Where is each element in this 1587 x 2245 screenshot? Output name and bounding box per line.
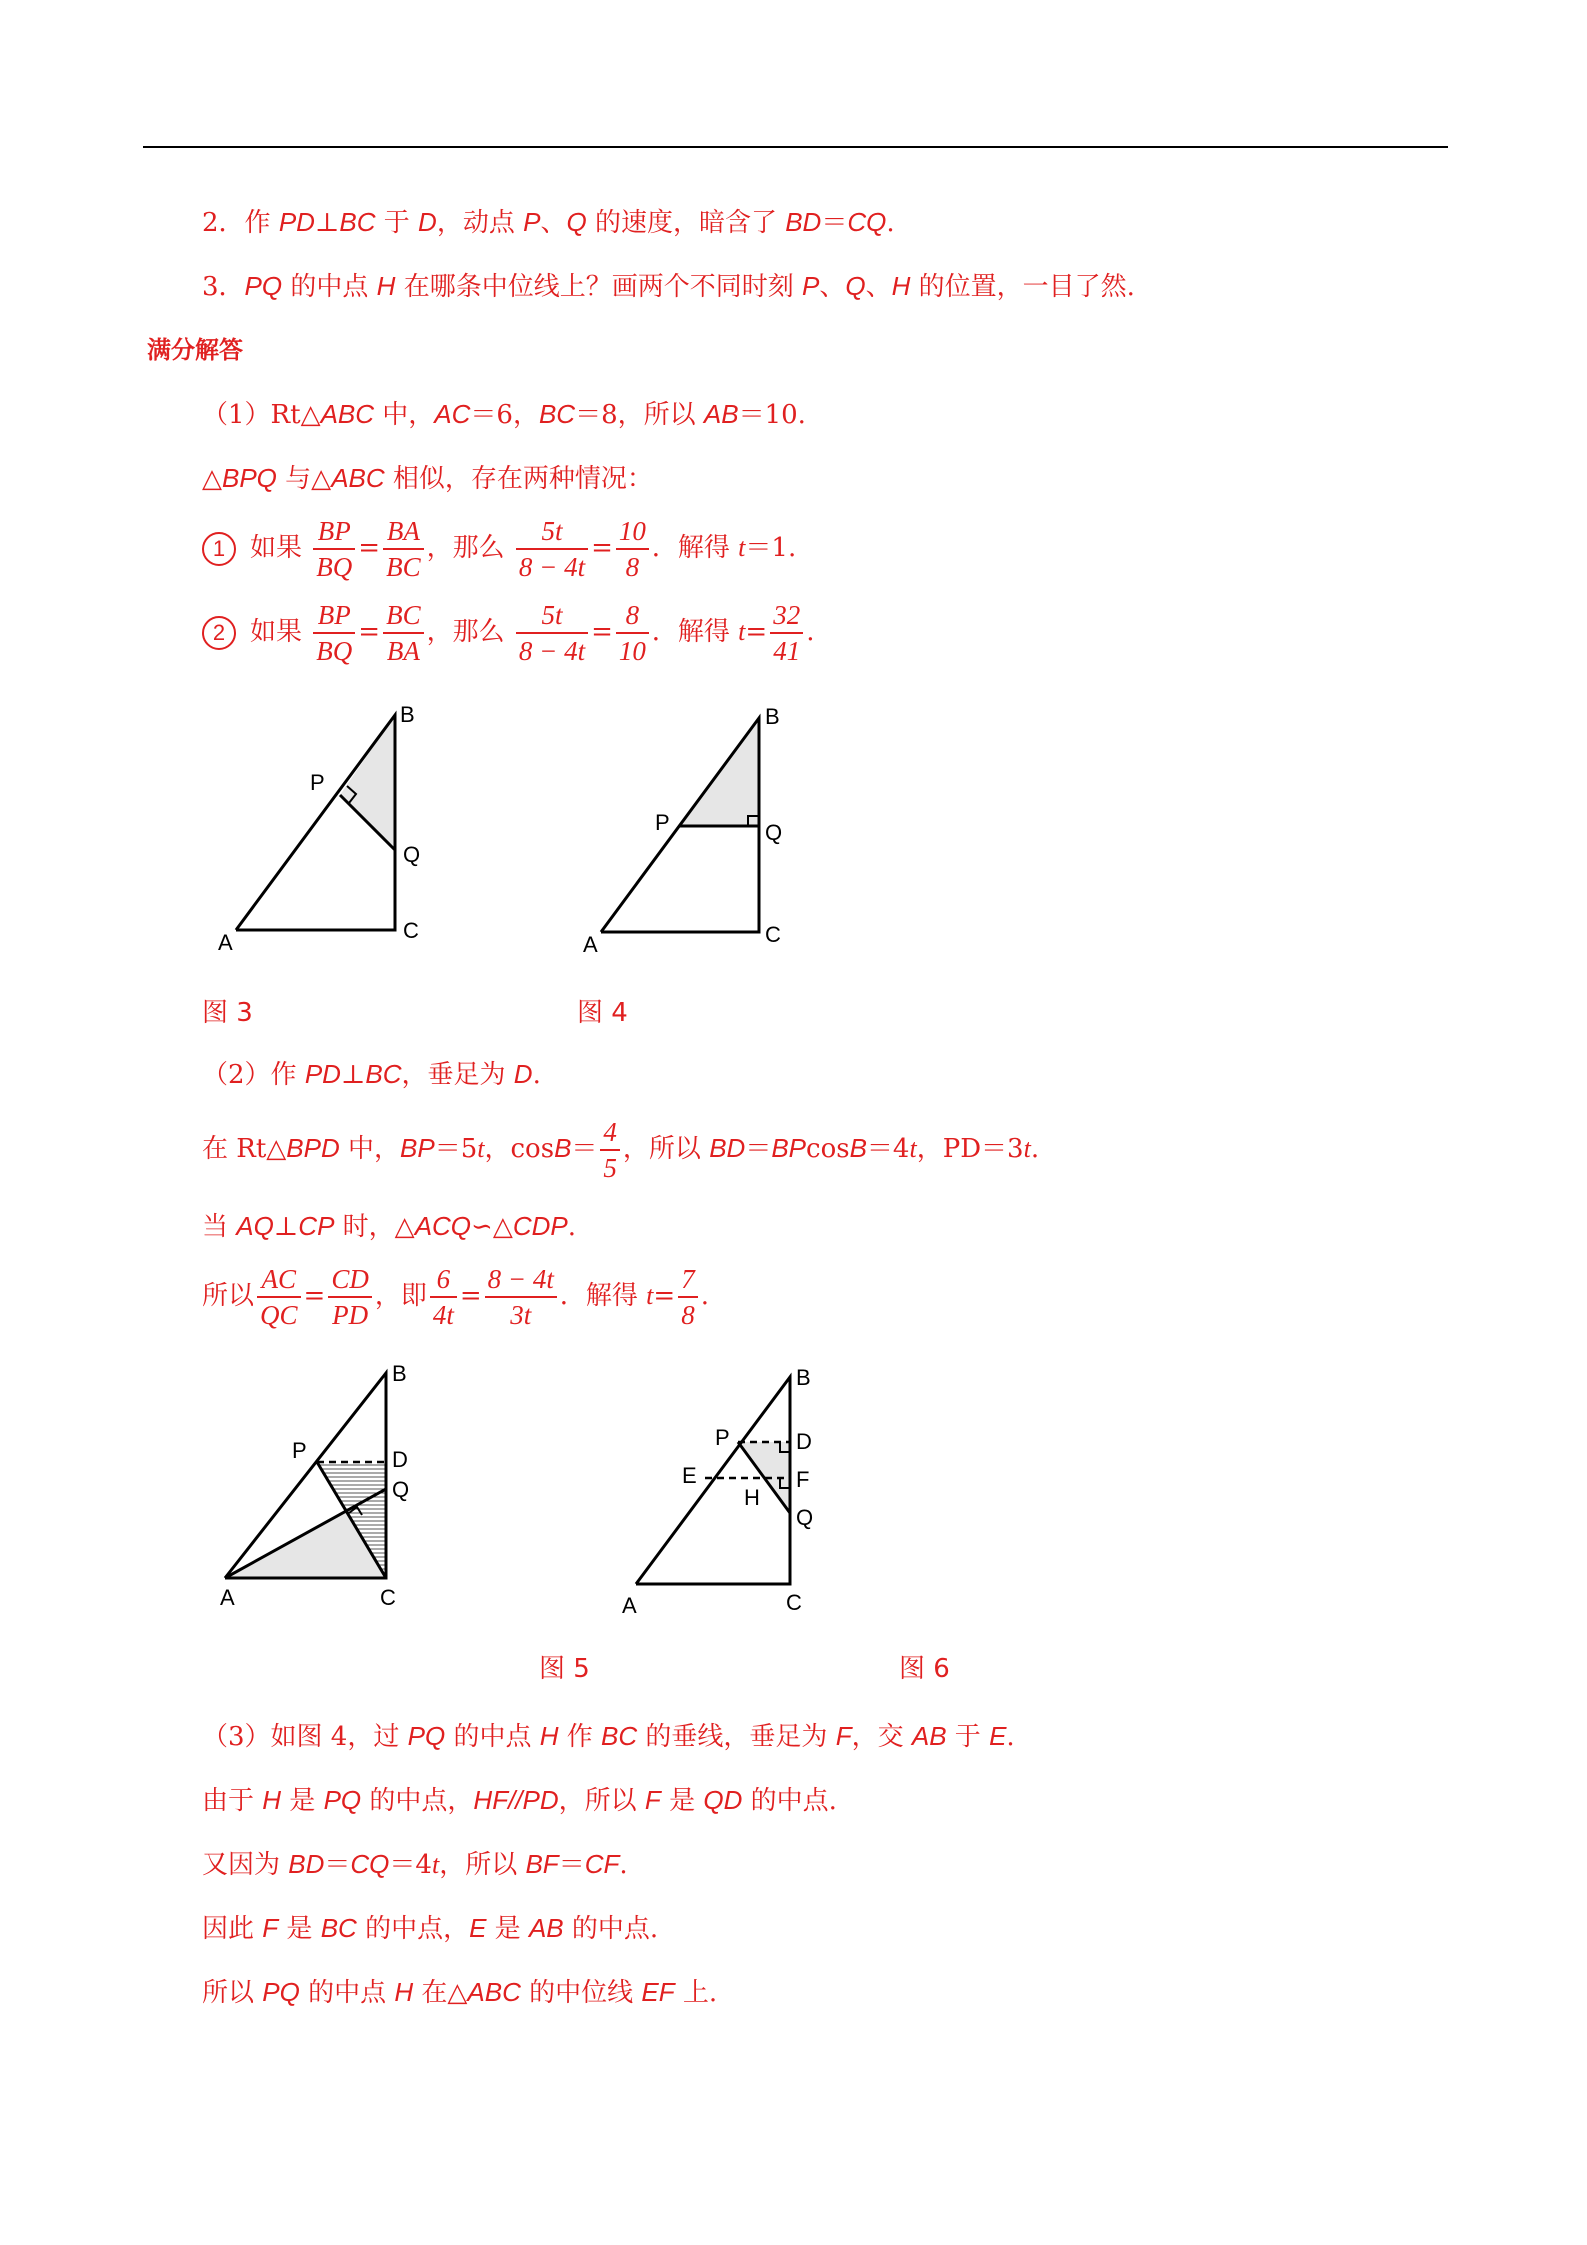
text: CDP [512, 1211, 568, 1241]
text: ACQ [414, 1211, 472, 1241]
text: AB [528, 1913, 564, 1943]
text: ⊥ [340, 1060, 366, 1090]
equals: = [591, 617, 613, 647]
text: cos [806, 1134, 850, 1164]
label-f: F [796, 1467, 810, 1492]
variable: t [738, 533, 746, 562]
text: 中， [339, 1134, 401, 1164]
fraction [485, 1262, 557, 1332]
hint-text: 于 [375, 208, 419, 238]
text: ，cos [484, 1134, 555, 1164]
text: B [554, 1133, 572, 1163]
text: ，那么 [426, 533, 505, 563]
figure-6-caption: 图 6 [899, 1654, 950, 1684]
text: 当 [202, 1212, 237, 1242]
text: F [835, 1721, 852, 1751]
text: 与△ [276, 464, 332, 494]
text: ＝8，所以 [575, 400, 704, 430]
text: ABC [331, 463, 385, 493]
text: ＝ [324, 1850, 351, 1880]
text: 是 [278, 1914, 321, 1944]
hint-text: PQ [244, 271, 283, 301]
equals: = [358, 617, 381, 647]
part3-line-1 [202, 1716, 1015, 1757]
text: BP [771, 1133, 807, 1163]
text: CP [298, 1211, 335, 1241]
hint-text: 、 [865, 272, 892, 302]
numerator: 8 − 4t [485, 1262, 557, 1298]
text: E [469, 1913, 487, 1943]
text: 如果 [250, 617, 303, 647]
denominator: 5 [603, 1153, 617, 1183]
label-d: D [796, 1429, 812, 1454]
hint-text: BD [785, 207, 822, 237]
hint-text: ＝ [821, 208, 848, 238]
text: △ [202, 464, 222, 494]
text: 相似，存在两种情况： [384, 464, 653, 494]
text: BPD [286, 1133, 340, 1163]
text: 是 [486, 1914, 529, 1944]
text: AB [703, 399, 739, 429]
text: （2）作 [202, 1060, 305, 1090]
label-b: B [765, 704, 780, 729]
text: . [619, 1850, 628, 1880]
hint-line-2 [202, 202, 895, 243]
text: 在 Rt△ [202, 1134, 287, 1164]
text: BD [709, 1133, 746, 1163]
text: EF [641, 1977, 675, 2007]
hint-text: PD [278, 207, 315, 237]
fraction [383, 514, 424, 584]
label-c: C [380, 1585, 396, 1610]
hint-text: 3． [202, 272, 245, 302]
denominator: 41 [773, 636, 801, 666]
hint-line-3 [202, 266, 1135, 307]
text: BP [400, 1133, 435, 1163]
text: . [1006, 1722, 1015, 1752]
variable: t [646, 1281, 654, 1310]
case-number-badge: 2 [202, 616, 236, 650]
text: F [262, 1913, 279, 1943]
text: 时，△ [334, 1212, 415, 1242]
denominator: BQ [316, 552, 353, 582]
text: 所以 [202, 1978, 263, 2008]
fraction [616, 514, 649, 584]
fraction [383, 598, 424, 668]
fraction [678, 1262, 698, 1332]
label-b: B [392, 1361, 407, 1386]
numerator: BC [383, 598, 424, 634]
hint-text: BC [339, 207, 376, 237]
text: ＝4 [389, 1850, 432, 1880]
label-p: P [715, 1425, 730, 1450]
hint-text: 的位置，一目了然. [910, 272, 1135, 302]
label-a: A [218, 930, 233, 955]
equals: = [303, 1281, 326, 1311]
denominator: BC [386, 552, 421, 582]
equals: = [459, 1281, 482, 1311]
equals: = [745, 617, 768, 647]
text: CF [584, 1849, 620, 1879]
variable: t [477, 1134, 485, 1163]
hint-text: ，动点 [436, 208, 524, 238]
text: . [700, 1281, 709, 1311]
text: 的中点， [356, 1914, 470, 1944]
numerator: AC [257, 1262, 301, 1298]
denominator: PD [332, 1300, 369, 1330]
variable: t [909, 1134, 917, 1163]
text: 于 [946, 1722, 990, 1752]
hint-text: ⊥ [314, 208, 340, 238]
text: ABC [467, 1977, 521, 2007]
part2-line-3 [202, 1206, 576, 1247]
text: 作 [558, 1722, 602, 1752]
text: ，所以 [622, 1134, 710, 1164]
denominator: QC [260, 1300, 298, 1330]
text: ABC [320, 399, 375, 429]
label-p: P [655, 810, 670, 835]
text: BPQ [222, 463, 277, 493]
denominator: BQ [316, 636, 353, 666]
numerator: BP [313, 598, 355, 634]
numerator: 8 [616, 598, 649, 634]
equals: = [358, 533, 381, 563]
text: E [989, 1721, 1007, 1751]
text: AQ [236, 1211, 274, 1241]
hint-text: H [376, 271, 396, 301]
text: ＝ [558, 1850, 585, 1880]
hint-text: 、 [819, 272, 846, 302]
fraction [313, 598, 355, 668]
fraction [516, 514, 588, 584]
text: H [539, 1721, 559, 1751]
part2-line-2 [202, 1110, 1039, 1187]
label-b: B [400, 702, 415, 727]
fraction [257, 1262, 301, 1332]
text: ＝6， [470, 400, 539, 430]
text: ＝1. [745, 533, 797, 563]
label-c: C [786, 1590, 802, 1615]
text: ＝ [745, 1134, 772, 1164]
text: BC [601, 1721, 638, 1751]
hint-text: 的速度，暗含了 [586, 208, 786, 238]
text: 所以 [202, 1281, 255, 1311]
hint-text: . [886, 208, 895, 238]
text: ⊥ [273, 1212, 299, 1242]
numerator: 5t [516, 514, 588, 550]
part3-line-4 [202, 1908, 658, 1949]
denominator: 10 [618, 636, 646, 666]
hint-text: Q [845, 271, 866, 301]
hint-text: D [418, 207, 437, 237]
hint-text: 、 [540, 208, 567, 238]
label-q: Q [765, 820, 783, 845]
label-c: C [403, 918, 419, 943]
header-rule [143, 146, 1448, 148]
numerator: 5t [516, 598, 588, 634]
text: B [849, 1133, 867, 1163]
text: D [513, 1059, 533, 1089]
label-p: P [292, 1438, 307, 1463]
text: 中， [374, 400, 435, 430]
figure-4-caption: 图 4 [577, 998, 628, 1028]
text: 的中点. [742, 1786, 837, 1816]
part1-line-2 [202, 458, 653, 499]
part3-line-5 [202, 1972, 717, 2013]
fraction [600, 1115, 620, 1185]
text: ，所以 [439, 1850, 526, 1880]
fraction [313, 514, 355, 584]
text: ＝ [571, 1134, 598, 1164]
text: CQ [350, 1849, 390, 1879]
text: PD [304, 1059, 341, 1089]
figure-4 [575, 700, 795, 960]
denominator: 8 [681, 1300, 695, 1330]
text: 又因为 [202, 1850, 289, 1880]
label-a: A [220, 1585, 235, 1610]
hint-text: 2．作 [202, 208, 279, 238]
text: . [567, 1212, 576, 1242]
label-a: A [622, 1593, 637, 1618]
text: PQ [262, 1977, 300, 2007]
text: . [1030, 1134, 1040, 1164]
fraction [770, 598, 803, 668]
text: 是 [281, 1786, 324, 1816]
hint-text: P [801, 271, 820, 301]
text: ，那么 [426, 617, 505, 647]
fraction [430, 1262, 457, 1332]
part3-line-3 [202, 1844, 628, 1885]
hint-text: 的中点 [282, 272, 377, 302]
label-c: C [765, 922, 781, 947]
figure-5-caption: 图 5 [539, 1654, 590, 1684]
shaded-triangle [340, 715, 395, 850]
denominator: 3t [510, 1300, 532, 1330]
text: ．解得 [651, 617, 739, 647]
figure-6 [620, 1355, 860, 1625]
text: BC [538, 399, 576, 429]
text: 的中点， [361, 1786, 474, 1816]
text: 的中位线 [520, 1978, 642, 2008]
text: . [532, 1060, 541, 1090]
label-h: H [744, 1485, 760, 1510]
text: ，PD＝3 [916, 1134, 1024, 1164]
denominator: 8 − 4t [518, 636, 586, 666]
numerator: 6 [430, 1262, 457, 1298]
equals: = [653, 1281, 676, 1311]
text: 的中点. [563, 1914, 659, 1944]
text: BC [365, 1059, 402, 1089]
text: ．解得 [651, 533, 739, 563]
text: 的垂线，垂足为 [637, 1722, 836, 1752]
section-heading: 满分解答 [147, 335, 243, 364]
text: ＝5 [434, 1134, 478, 1164]
text: 的中点 [299, 1978, 395, 2008]
text: PQ [407, 1721, 446, 1751]
part3-line-2 [202, 1780, 837, 1821]
denominator: 8 [625, 552, 640, 582]
numerator: 7 [678, 1262, 698, 1298]
text: QD [703, 1785, 743, 1815]
label-q: Q [403, 842, 421, 867]
variable: t [431, 1850, 440, 1879]
text: 由于 [202, 1786, 263, 1816]
text: ，交 [851, 1722, 912, 1752]
text: . [806, 617, 815, 647]
text: ，垂足为 [401, 1060, 514, 1090]
text: ，即 [374, 1281, 427, 1311]
figure-3-caption: 图 3 [202, 998, 253, 1028]
fraction [616, 598, 649, 668]
denominator: BA [386, 636, 420, 666]
label-q: Q [392, 1477, 410, 1502]
text: H [394, 1977, 414, 2007]
text: 在△ [413, 1978, 468, 2008]
denominator: 4t [432, 1300, 454, 1330]
numerator: 10 [616, 514, 649, 550]
part2-line-1 [202, 1054, 541, 1095]
label-b: B [796, 1365, 811, 1390]
label-e: E [682, 1463, 697, 1488]
text: BF [525, 1849, 559, 1879]
text: HF//PD [473, 1785, 559, 1815]
text: （1）Rt△ [202, 400, 321, 430]
variable: t [1023, 1134, 1031, 1163]
text: 因此 [202, 1914, 263, 1944]
hint-text: 在哪条中位线上？画两个不同时刻 [395, 272, 802, 302]
numerator: 32 [770, 598, 803, 634]
text: AC [434, 399, 471, 429]
numerator: CD [328, 1262, 372, 1298]
figure-5 [210, 1355, 450, 1625]
text: AB [911, 1721, 947, 1751]
label-q: Q [796, 1505, 814, 1530]
text: 的中点 [445, 1722, 540, 1752]
text: H [262, 1785, 282, 1815]
text: 是 [660, 1786, 704, 1816]
text: PQ [323, 1785, 362, 1815]
hint-text: H [891, 271, 911, 301]
fraction [328, 1262, 372, 1332]
variable: t [738, 617, 746, 646]
text: BC [320, 1913, 357, 1943]
text: ＝10. [738, 400, 806, 430]
label-p: P [310, 770, 325, 795]
case-1 [202, 510, 796, 586]
text: ．解得 [559, 1281, 647, 1311]
numerator: BA [383, 514, 424, 550]
hint-text: CQ [847, 207, 887, 237]
text: （3）如图 4，过 [202, 1722, 408, 1752]
part1-line-1 [202, 394, 806, 435]
text: 如果 [250, 533, 303, 563]
case-2 [202, 594, 814, 670]
text: ∽△ [471, 1212, 513, 1242]
figure-3 [210, 700, 430, 960]
numerator: BP [313, 514, 355, 550]
text: BD [288, 1849, 325, 1879]
part2-line-4 [202, 1258, 709, 1334]
equals: = [591, 533, 613, 563]
fraction [516, 598, 588, 668]
case-number-badge: 1 [202, 532, 236, 566]
text: ＝4 [866, 1134, 910, 1164]
label-d: D [392, 1447, 408, 1472]
text: ，所以 [558, 1786, 645, 1816]
hint-text: P [523, 207, 541, 237]
hint-text: Q [566, 207, 587, 237]
text: F [644, 1785, 661, 1815]
text: 上. [674, 1978, 718, 2008]
label-a: A [583, 932, 598, 957]
numerator: 4 [600, 1115, 620, 1151]
denominator: 8 − 4t [518, 552, 586, 582]
